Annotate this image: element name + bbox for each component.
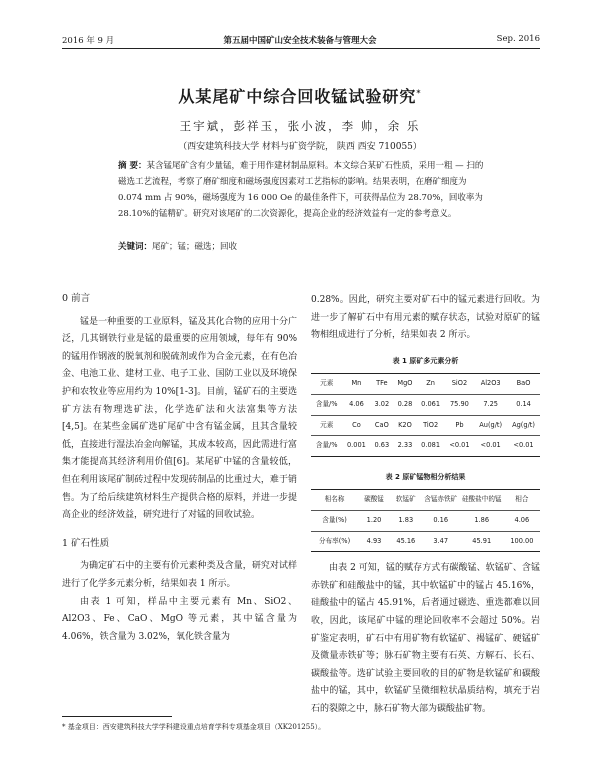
table-cell: 3.02	[374, 399, 390, 408]
table-cell: K2O	[398, 420, 412, 429]
right-column	[311, 292, 540, 718]
table-cell: 4.06	[349, 399, 364, 408]
table-cell: TFe	[376, 379, 388, 388]
footnote-rule	[62, 716, 172, 717]
table-cell: <0.01	[449, 441, 470, 450]
analysis-paragraph: 由表 2 可知，锰的赋存方式有碳酸锰、软锰矿、含锰赤铁矿和硅酸盐中的锰，其中软锰矿中的锰占 45.16%，硅酸盐中的锰占 45.91%，后者通过磁选、重选都难以回收，因此，该尾矿中锰的理论回收率不会超过 50%。岩矿鉴定表明，矿石中有用矿物有软锰矿、褐锰矿、硬锰矿及微量赤铁矿等；脉石矿物主要有石英、方解石、长石、碳酸盐等。选矿试验主要回收的目的矿物是软锰矿和碳酸盐中的锰，其中，软锰矿呈微细粒状晶质结构，填充于岩石的裂隙之中，脉石矿物大部为碳酸盐矿物。	[311, 563, 540, 714]
table-cell: BaO	[516, 379, 531, 388]
table1-value-row-1	[311, 394, 540, 415]
table-cell: 0.28	[397, 399, 413, 408]
table-cell: 45.91	[472, 536, 492, 545]
ore-paragraph-1: 为确定矿石中的主要有价元素种类及含量，研究对试样进行了化学多元素分析，结果如表 1 所示。	[62, 561, 297, 589]
table-cell: Al2O3	[480, 379, 501, 388]
table-cell: 4.06	[514, 515, 530, 524]
abstract: 摘 要：某含锰尾矿含有少量锰，难于用作建材制品原料。本文综合某矿石性质，采用一粗 — 扫的磁选工艺流程，考察了磨矿细度和磁场强度因素对工艺指标的影响。结果表明，在磨矿细度为 0.074 mm 占 90%，磁场强度为 16 000 Oe 的最佳条件下，可获得品位为 28.70%，回收率为 28.10%的锰精矿。研究对该尾矿的二次资源化，提高企业的经济效益有一定的参考意义。	[118, 161, 484, 219]
table-cell: Pb	[455, 420, 464, 429]
table-cell: <0.01	[513, 441, 534, 450]
table1-caption: 表 1 原矿多元素分析	[392, 356, 459, 365]
paper-title: 从某尾矿中综合回收锰试验研究*	[178, 87, 422, 106]
table-cell: Zn	[426, 379, 435, 388]
table-cell: MgO	[397, 379, 413, 388]
table-cell: 元素	[320, 420, 334, 429]
table-cell: 4.93	[366, 536, 382, 545]
intro-paragraph: 锰是一种重要的工业原料，锰及其化合物的应用十分广泛，几其钢铁行业是锰的最重要的应用领域，每年有 90%的锰用作钢液的脱氧剂和脱硫剂或作为合金元素，在有色冶金、电池工业、建材工业、电子工业、国防工业以及环境保护和农牧业等应用约为 10%[1-3]。目前，锰矿石的主要选矿方法有物理选矿法，化学选矿法和火法富集等方法[4,5]。在某些金属矿选矿尾矿中含有锰金属，且其含量较低，直接进行湿法冶金向解锰，其成本较高，因此需进行富集才能提高其经济利用价值[6]。某尾矿中锰的含量较低，但在利用该尾矿制砖过程中发现砖制品的比重过大，难于销售。为了给后续建筑材料生产提供合格的原料，并进一步提高企业的经济效益，研究进行了对锰的回收试验。	[62, 316, 297, 521]
table-cell: 1.86	[474, 515, 490, 524]
table-cell: 45.16	[396, 536, 416, 545]
table-cell: 0.16	[433, 515, 449, 524]
table-row	[311, 510, 540, 531]
table-cell: 75.90	[449, 399, 469, 408]
affiliation: （西安建筑科技大学 材料与矿资学院， 陕西 西安 710055）	[178, 142, 422, 152]
header-rule	[62, 48, 540, 49]
table-cell: 含量/%	[315, 441, 338, 450]
table-cell: Ag(g/t)	[512, 420, 535, 429]
table-row	[311, 531, 540, 552]
keywords: 关键词：尾矿；锰；磁选；回收	[118, 242, 238, 252]
continuation-paragraph: 0.28%。因此，研究主要对矿石中的锰元素进行回收。为进一步了解矿石中有用元素的赋存状态，试验对原矿的锰物相组成进行了分析，结果如表 2 所示。	[311, 295, 540, 341]
table-cell: CaO	[374, 420, 389, 429]
table-cell: Au(g/t)	[479, 420, 503, 429]
table-cell: 含量(%)	[322, 515, 347, 524]
table2-caption: 表 2 原矿锰物相分析结果	[385, 472, 466, 481]
table-cell: SiO2	[451, 379, 468, 388]
header-date-en: Sep. 2016	[496, 34, 540, 44]
table-cell: 分布率(%)	[318, 536, 351, 545]
table-cell: 0.63	[374, 441, 390, 450]
footnote: * 基金项目：西安建筑科技大学学科建设重点培育学科专项基金项目（XK201255）。	[62, 723, 326, 731]
table-header-cell: 碳酸锰	[364, 495, 384, 504]
left-column	[62, 290, 297, 646]
table-cell: 2.33	[397, 441, 413, 450]
table-cell: 0.14	[516, 399, 531, 408]
section-heading-ore: 1 矿石性质	[62, 537, 110, 549]
table-header-cell: 硅酸盐中的锰	[461, 495, 502, 504]
table2	[311, 489, 540, 552]
table-cell: 7.25	[483, 399, 498, 408]
table-cell: Mn	[351, 379, 362, 388]
table-cell: 含量/%	[315, 399, 338, 408]
ore-paragraph-2: 由表 1 可知，样品中主要元素有 Mn、SiO2、Al2O3、Fe、CaO、MgO 等元素，其中锰含量为 4.06%，铁含量为 3.02%，氧化铁含量为	[62, 596, 297, 642]
header-conference: 第五届中国矿山安全技术装备与管理大会	[223, 36, 377, 46]
table1	[311, 373, 540, 456]
authors: 王宇斌，彭祥玉，张小波，李 帅，余 乐	[179, 119, 421, 133]
table-cell: 100.00	[510, 536, 534, 545]
table-cell: 元素	[320, 379, 334, 388]
table-cell: 3.47	[433, 536, 449, 545]
table-cell: 0.081	[421, 441, 441, 450]
table-header-cell: 软锰矿	[395, 495, 416, 504]
table-cell: <0.01	[480, 441, 501, 450]
table1-value-row-2	[311, 436, 540, 457]
table-cell: 0.061	[421, 399, 441, 408]
table1-head-row-1	[311, 374, 540, 395]
table1-head-row-2	[311, 415, 540, 436]
table-cell: 0.001	[346, 441, 366, 450]
table-header-cell: 相名称	[324, 495, 345, 504]
table2-header-row	[311, 490, 540, 511]
table-header-cell: 相合	[515, 495, 529, 504]
header-date: 2016 年 9 月	[62, 36, 115, 46]
table-header-cell: 含锰赤铁矿	[424, 495, 458, 504]
table-cell: Co	[352, 420, 361, 429]
table-cell: 1.20	[366, 515, 382, 524]
table-cell: 1.83	[398, 515, 414, 524]
section-heading-intro: 0 前言	[62, 293, 91, 304]
table-cell: TiO2	[423, 420, 439, 429]
